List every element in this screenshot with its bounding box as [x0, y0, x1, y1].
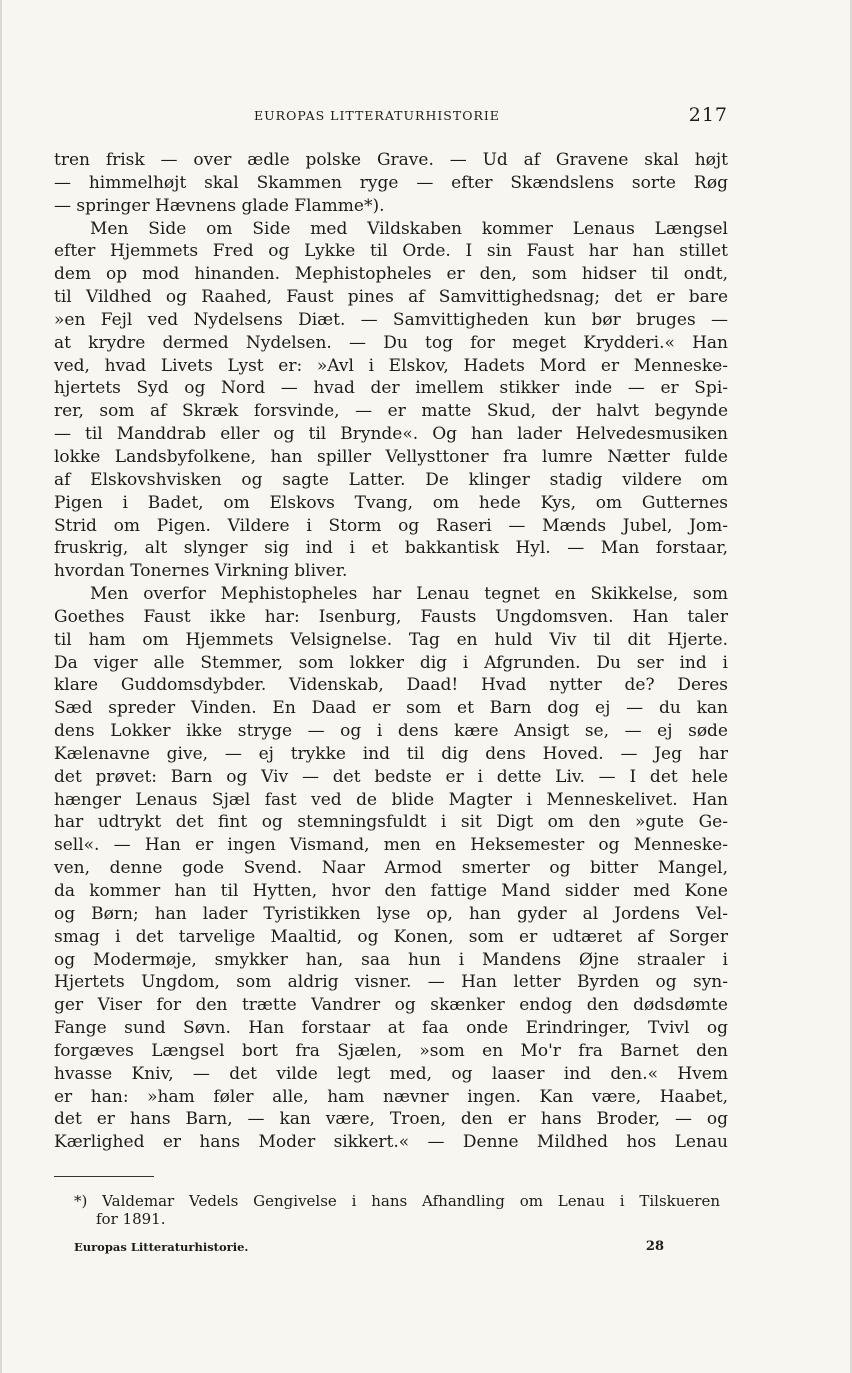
text-line: Da viger alle Stemmer, som lokker dig i Afgrunden. Du ser ind i [54, 652, 728, 673]
printer-signature [74, 1238, 664, 1256]
text-line: »en Fejl ved Nydelsens Diæt. — Samvittigheden kun bør bruges — [54, 309, 728, 330]
text-line: forgæves Længsel bort fra Sjælen, »som en Mo'r fra Barnet den [54, 1040, 728, 1061]
text-line: dens Lokker ikke stryge — og i dens kære Ansigt se, — ej søde [54, 721, 728, 742]
text-line: rer, som af Skræk forsvinde, — er matte Skud, der halvt begynde [54, 401, 728, 422]
text-line: Hjertets Ungdom, som aldrig visner. — Han letter Byrden og syn- [54, 972, 728, 993]
text-line: hvasse Kniv, — det vilde legt med, og laaser ind den.« Hvem [54, 1063, 728, 1084]
text-line: Kærlighed er hans Moder sikkert.« — Denne Mildhed hos Lenau [54, 1132, 728, 1153]
text-line: ger Viser for den trætte Vandrer og skænker endog den dødsdømte [54, 995, 728, 1016]
text-line: klare Guddomsdybder. Videnskab, Daad! Hvad nytter de? Deres [54, 675, 728, 696]
text-line: og Børn; han lader Tyristikken lyse op, han gyder al Jordens Vel- [54, 903, 728, 924]
page-number: 217 [688, 104, 728, 126]
text-line: dem op mod hinanden. Mephistopheles er den, som hidser til ondt, [54, 264, 728, 285]
text-line: Fange sund Søvn. Han forstaar at faa onde Erindringer, Tvivl og [54, 1018, 728, 1039]
text-line: Pigen i Badet, om Elskovs Tvang, om hede Kys, om Gutternes [54, 492, 728, 513]
text-line: Sæd spreder Vinden. En Daad er som et Barn dog ej — du kan [54, 698, 728, 719]
text-line: hjertets Syd og Nord — hvad der imellem stikker inde — er Spi- [54, 378, 728, 399]
text-line: er han: »ham føler alle, ham nævner ingen. Kan være, Haabet, [54, 1086, 728, 1107]
text-line: ved, hvad Livets Lyst er: »Avl i Elskov, Hadets Mord er Menneske- [54, 355, 728, 376]
text-line: at krydre dermed Nydelsen. — Du tog for meget Krydderi.« Han [54, 332, 728, 353]
text-line: til ham om Hjemmets Velsignelse. Tag en huld Viv til dit Hjerte. [54, 629, 728, 650]
text-line: hvordan Tonernes Virkning bliver. [54, 561, 348, 582]
text-line: Kælenavne give, — ej trykke ind til dig dens Hoved. — Jeg har [54, 743, 728, 764]
signature-number: 28 [645, 1239, 664, 1254]
running-title: EUROPAS LITTERATURHISTORIE [254, 108, 500, 123]
footnote-line: *) Valdemar Vedels Gengivelse i hans Afhandling om Lenau i Tilskueren [74, 1192, 720, 1210]
text-line: det prøvet: Barn og Viv — det bedste er i dette Liv. — I det hele [54, 766, 728, 787]
text-line: hænger Lenaus Sjæl fast ved de blide Magter i Menneskelivet. Han [54, 789, 728, 810]
text-line: til Vildhed og Raahed, Faust pines af Samvittighedsnag; det er bare [54, 287, 728, 308]
text-line: — til Manddrab eller og til Brynde«. Og han lader Helvedesmusiken [54, 424, 728, 445]
signature-title: Europas Litteraturhistorie. [74, 1240, 249, 1254]
body-text [54, 149, 728, 1154]
text-line: har udtrykt det fint og stemningsfuldt i sit Digt om den »gute Ge- [54, 812, 728, 833]
text-line: af Elskovshvisken og sagte Latter. De klinger stadig vildere om [54, 469, 728, 490]
text-line: Men overfor Mephistopheles har Lenau tegnet en Skikkelse, som [90, 584, 728, 605]
text-line: — springer Hævnens glade Flamme*). [54, 195, 385, 216]
footnote [74, 1192, 720, 1228]
page-header [54, 104, 728, 130]
text-line: det er hans Barn, — kan være, Troen, den er hans Broder, — og [54, 1109, 728, 1130]
text-line: tren frisk — over ædle polske Grave. — Ud af Gravene skal højt [54, 150, 728, 170]
text-line: da kommer han til Hytten, hvor den fattige Mand sidder med Kone [54, 881, 728, 901]
text-line: og Modermøje, smykker han, saa hun i Mandens Øjne straaler i [54, 949, 728, 970]
text-line: sell«. — Han er ingen Vismand, men en Heksemester og Menneske- [54, 835, 728, 856]
text-line: efter Hjemmets Fred og Lykke til Orde. I sin Faust har han stillet [54, 241, 728, 262]
text-line: ven, denne gode Svend. Naar Armod smerter og bitter Mangel, [54, 858, 728, 879]
text-line: smag i det tarvelige Maaltid, og Konen, som er udtæret af Sorger [54, 926, 728, 947]
footnote-divider [54, 1176, 154, 1177]
text-line: Men Side om Side med Vildskaben kommer Lenaus Længsel [90, 218, 728, 239]
text-line: fruskrig, alt slynger sig ind i et bakkantisk Hyl. — Man forstaar, [54, 538, 728, 559]
text-line: Goethes Faust ikke har: Isenburg, Fausts Ungdomsven. Han taler [54, 606, 728, 627]
text-line: lokke Landsbyfolkene, han spiller Vellysttoner fra lumre Nætter fulde [54, 446, 728, 467]
text-line: — himmelhøjt skal Skammen ryge — efter Skændslens sorte Røg [54, 172, 728, 193]
footnote-line: for 1891. [96, 1210, 166, 1228]
text-line: Strid om Pigen. Vildere i Storm og Raseri — Mænds Jubel, Jom- [54, 515, 728, 536]
